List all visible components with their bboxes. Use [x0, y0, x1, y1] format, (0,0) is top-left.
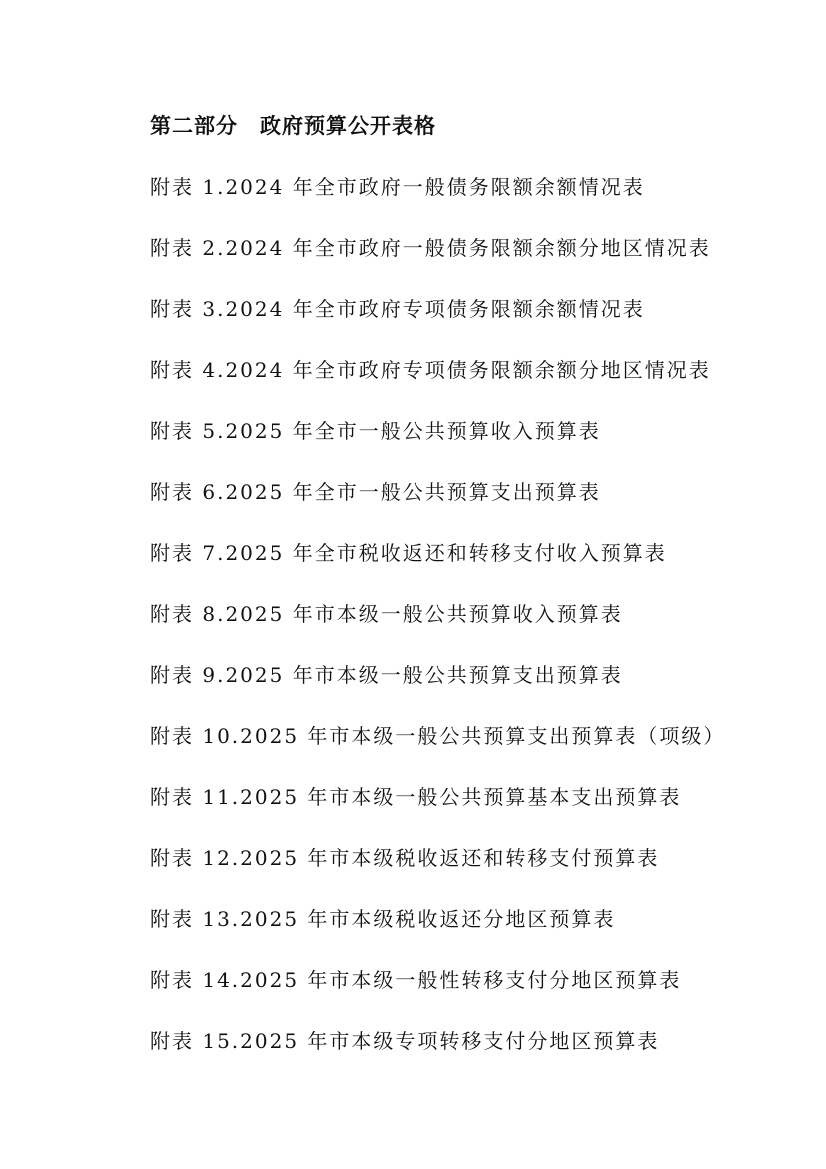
section-heading: [150, 110, 436, 142]
appendix-table-item: 附表 5.2025 年全市一般公共预算收入预算表: [150, 419, 601, 443]
appendix-table-item: 附表 13.2025 年市本级税收返还分地区预算表: [150, 907, 616, 931]
appendix-table-item: 附表 8.2025 年市本级一般公共预算收入预算表: [150, 602, 623, 626]
appendix-table-item: 附表 9.2025 年市本级一般公共预算支出预算表: [150, 663, 623, 687]
appendix-table-item: 附表 12.2025 年市本级税收返还和转移支付预算表: [150, 846, 660, 870]
appendix-table-item: 附表 11.2025 年市本级一般公共预算基本支出预算表: [150, 785, 682, 809]
appendix-table-item: 附表 7.2025 年全市税收返还和转移支付收入预算表: [150, 541, 667, 565]
section-part-label: 第二部分: [150, 114, 238, 138]
appendix-table-item: 附表 1.2024 年全市政府一般债务限额余额情况表: [150, 175, 645, 199]
appendix-table-item: 附表 4.2024 年全市政府专项债务限额余额分地区情况表: [150, 358, 711, 382]
appendix-table-item: 附表 6.2025 年全市一般公共预算支出预算表: [150, 480, 601, 504]
appendix-table-item: 附表 10.2025 年市本级一般公共预算支出预算表（项级）: [150, 724, 726, 748]
appendix-table-item: 附表 14.2025 年市本级一般性转移支付分地区预算表: [150, 968, 682, 992]
appendix-table-item: 附表 3.2024 年全市政府专项债务限额余额情况表: [150, 297, 645, 321]
appendix-table-item: 附表 2.2024 年全市政府一般债务限额余额分地区情况表: [150, 236, 711, 260]
appendix-table-list: [150, 171, 725, 1086]
section-title: 政府预算公开表格: [260, 114, 436, 138]
appendix-table-item: 附表 15.2025 年市本级专项转移支付分地区预算表: [150, 1029, 660, 1053]
